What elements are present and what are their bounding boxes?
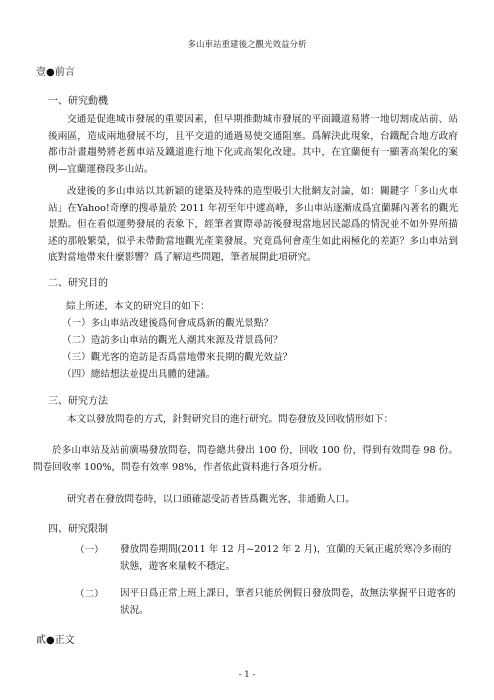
limit-text: 因平日爲正常上班上課日，筆者只能於例假日發放問卷，故無法掌握平日遊客的狀況。 [120, 588, 456, 616]
motivation-paragraph-2: 改建後的多山車站以其新穎的建築及特殊的造型吸引大批網友討論，如：關鍵字「多山火車站」在Yahoo!奇摩的搜尋量於 2011 年初至年中遽高峰，多山車站逐漸成爲宜蘭縣內著名的觀光景點。但在看似運勢發展的表象下，經筆者實際尋訪後發現當地居民認爲的情況並不如外界所描述的那般繁榮，似乎未帶動當地觀光產業發展。究竟爲何會產生如此兩極化的差距？多山車站到底對當地帶來什麼影響？爲了解這些問題，筆者展開此項研究。 [48, 186, 458, 263]
page-number: - 1 - [238, 670, 256, 680]
limit-number: （二） [75, 589, 104, 600]
running-header: 多山車站重建後之觀光效益分析 [187, 40, 307, 50]
section-heading-body: 貳●正文 [36, 635, 75, 646]
motivation-paragraph-1: 交通是促進城市發展的重要因素，但早期推動城市發展的平面鐵道易將一地切割成站前、站後兩區，造成兩地發展不均，且平交道的通過易使交通阻塞。爲解決此現象，台鐵配合地方政府都市計畫趨勢將老舊車站及鐵道進行地下化或高架化改建。其中，在宜蘭便有一顯著高架化的案例—宜蘭運務段多山站。 [48, 114, 458, 175]
method-paragraph-3: 研究者在發放問卷時，以口頭確認受訪者皆爲觀光客，非通勤人口。 [67, 494, 355, 505]
limit-number: （一） [75, 545, 104, 556]
method-paragraph-1: 本文以發放問卷的方式，針對研究目的進行研究。問卷發放及回收情形如下： [67, 414, 394, 425]
limit-text: 發放問卷期間(2011 年 12 月~2012 年 2 月)，宜蘭的天氣正處於寒冷多雨的狀態，遊客來量較不穩定。 [120, 544, 452, 572]
method-paragraph-2: 於多山車站及站前廣場發放問卷，問卷總共發出 100 份，回收 100 份，得到有效問卷 98 份。問卷回收率 100%，問卷有效率 98%，作者依此資料進行各項分析。 [33, 445, 458, 473]
purpose-item: （二）造訪多山車站的觀光人潮其來源及背景爲何？ [62, 335, 283, 346]
method-heading: 三、研究方法 [48, 396, 108, 407]
purpose-item: （一）多山車站改建後爲何會成爲新的觀光景點？ [62, 318, 274, 329]
section-heading-intro: 壹●前言 [36, 67, 75, 78]
limits-heading: 四、研究限制 [48, 524, 108, 535]
purpose-heading: 二、研究目的 [48, 278, 108, 289]
purpose-intro: 綜上所述，本文的研究目的如下： [66, 301, 210, 312]
purpose-item: （四）總結想法並提出具體的建議。 [62, 369, 216, 380]
motivation-heading: 一、研究動機 [48, 96, 108, 107]
purpose-item: （三）觀光客的造訪是否爲當地帶來長期的觀光效益？ [62, 352, 293, 363]
